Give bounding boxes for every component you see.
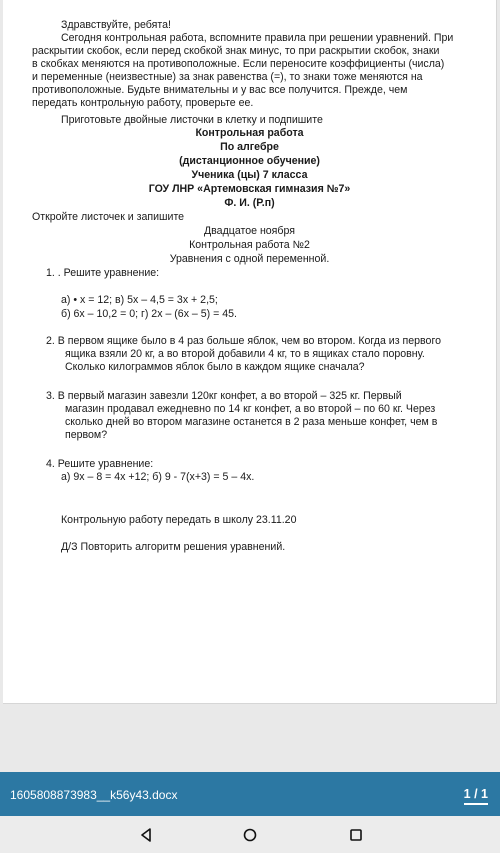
work-title: Контрольная работа №2 [189,239,310,251]
intro-line: передать контрольную работу, проверьте ее. [32,97,254,109]
task-3-text: первом? [65,429,108,441]
instruction-line: Приготовьте двойные листочки в клетку и подпишите [61,114,323,126]
header-subject: По алгебре [220,141,279,153]
task-3-text: магазин продавал ежедневно по 14 кг конфет, а во второй – по 60 кг. Через [65,403,436,415]
header-name: Ф. И. (Р.п) [224,197,275,209]
intro-line: Сегодня контрольная работа, вспомните правила при решении уравнений. При [61,32,454,44]
recent-apps-icon[interactable] [346,825,366,845]
page-indicator[interactable]: 1 / 1 [464,787,488,805]
homework-line: Д/З Повторить алгоритм решения уравнений. [61,541,286,553]
file-name: 1605808873983__k56y43.docx [10,788,178,802]
system-navigation-bar [0,816,500,853]
back-icon[interactable] [136,825,156,845]
intro-line: и переменные (неизвестные) за знак равенства (=), то знаки тоже меняются на [32,71,423,83]
task-1: 1. . Решите уравнение: [46,267,160,279]
task-1-equations: б) 6x – 10,2 = 0; г) 2x – (6x – 5) = 45. [61,308,237,320]
header-mode: (дистанционное обучение) [179,155,320,167]
task-2-text: Сколько килограммов яблок было в каждом ящике сначала? [65,361,365,373]
intro-line: противоположные. Будьте внимательны и у вас все получится. Прежде, чем [32,84,408,96]
task-2: 2. В первом ящике было в 4 раз больше яблок, чем во втором. Когда из первого [46,335,441,347]
document-page [3,0,497,704]
task-2-text: ящика взяли 20 кг, а во второй добавили 4 кг, то в ящиках стало поровну. [65,348,425,360]
intro-line: в скобках меняются на противоположные. Если переносите коэффициенты (числа) [32,58,445,70]
task-3-text: сколько дней во втором магазине останется в 2 раза меньше конфет, чем в [65,416,438,428]
greeting: Здравствуйте, ребята! [61,19,171,31]
header-school: ГОУ ЛНР «Артемовская гимназия №7» [148,183,351,195]
task-4-equations: а) 9x – 8 = 4x +12; б) 9 - 7(x+3) = 5 – 4x. [61,471,255,483]
task-4: 4. Решите уравнение: [46,458,154,470]
home-icon[interactable] [240,825,260,845]
task-3: 3. В первый магазин завезли 120кг конфет, а во второй – 325 кг. Первый [46,390,402,402]
topic-title: Уравнения с одной переменной. [169,253,330,265]
intro-line: раскрытии скобок, если перед скобкой знак минус, то при раскрытии скобок, знаки [32,45,440,57]
deadline-line: Контрольную работу передать в школу 23.11.20 [61,514,297,526]
date-line: Двадцатое ноября [204,225,295,237]
instruction-line: Откройте листочек и запишите [32,211,185,223]
document-status-bar [0,772,500,816]
header-class: Ученика (цы) 7 класса [191,169,308,181]
task-1-equations: а) • x = 12; в) 5x – 4,5 = 3x + 2,5; [61,294,218,306]
header-title: Контрольная работа [195,127,304,139]
